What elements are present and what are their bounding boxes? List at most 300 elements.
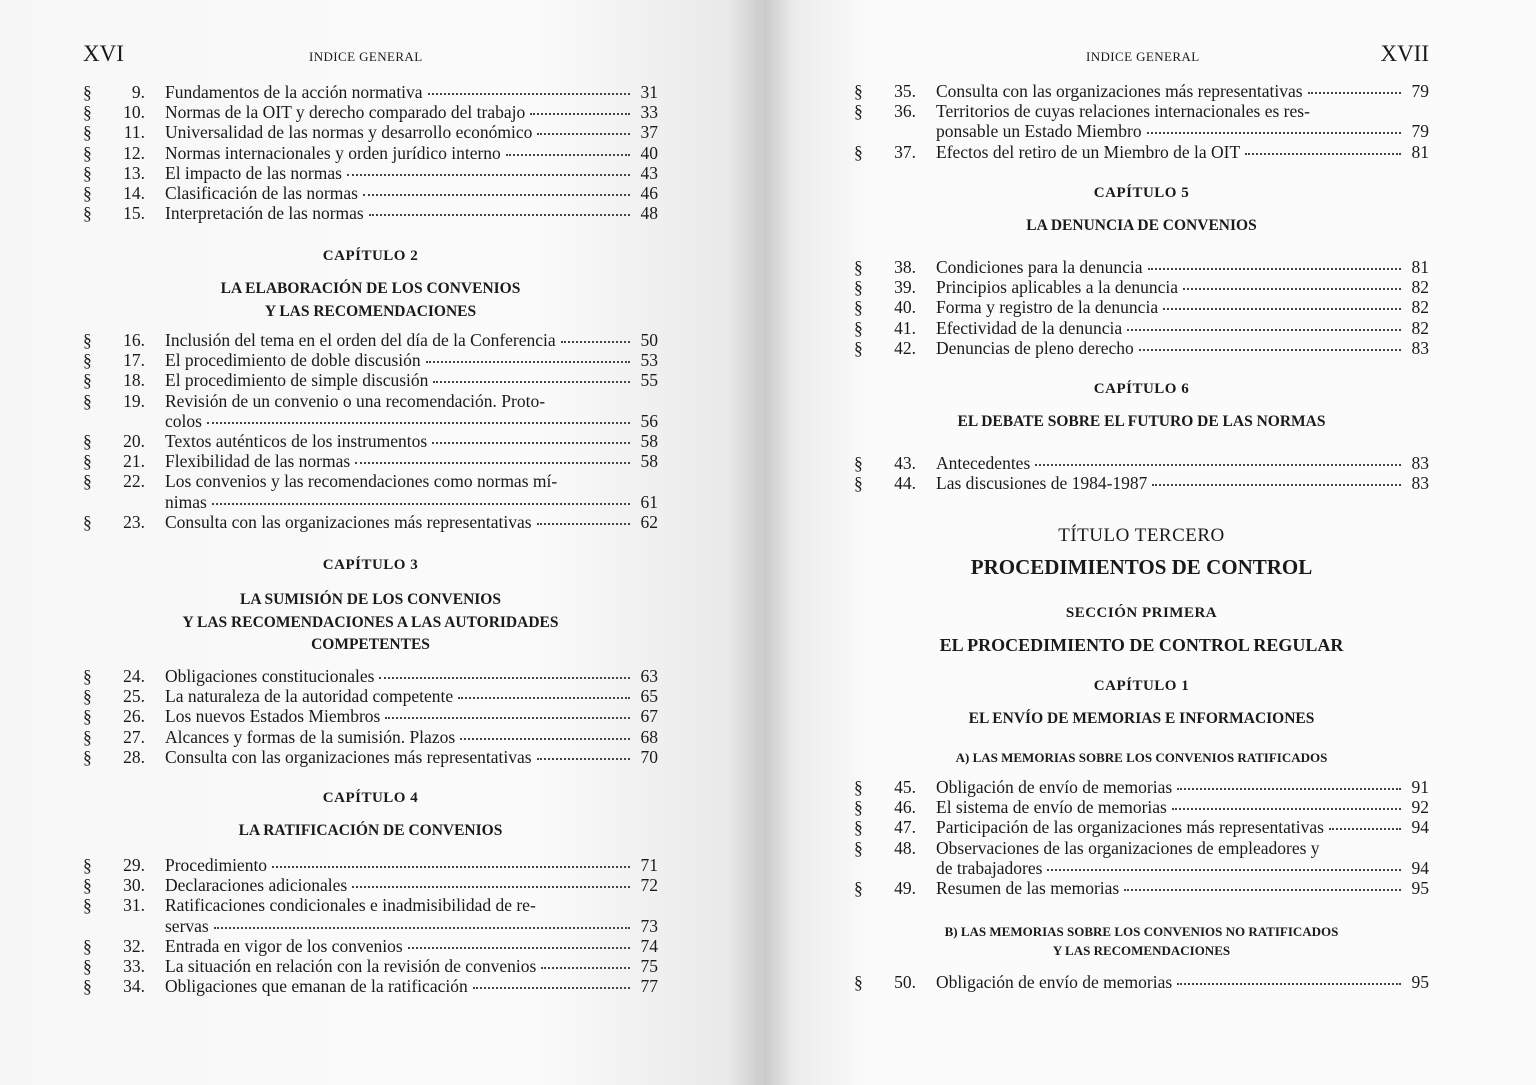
entry-title — [936, 858, 1405, 878]
page-reference: 33 — [640, 102, 658, 123]
page-reference: 53 — [640, 350, 658, 371]
page-reference: 94 — [1411, 817, 1429, 838]
left-page-header — [83, 41, 658, 69]
toc-list — [854, 453, 1429, 493]
toc-entry-line — [83, 956, 658, 976]
toc-entry-line — [854, 277, 1429, 297]
entry-title — [165, 411, 634, 431]
section-number: 9. — [131, 82, 145, 102]
section-symbol: § — [854, 101, 863, 122]
section-symbol: § — [83, 511, 92, 532]
entry-title — [936, 338, 1405, 358]
section-number: 44. — [894, 473, 916, 494]
section-symbol: § — [83, 976, 92, 997]
entry-title-text: Los convenios y las recomendaciones como normas mí- — [165, 471, 558, 492]
entry-title-text: Observaciones de las organizaciones de empleadores y — [936, 837, 1320, 858]
dot-leader — [355, 462, 630, 464]
toc-entry-line — [83, 102, 658, 122]
entry-title-text: Forma y registro de la denuncia — [936, 297, 1159, 318]
section-symbol: § — [83, 330, 92, 350]
entry-title-text: Flexibilidad de las normas — [165, 451, 351, 472]
entry-title-text: Interpretación de las normas — [165, 203, 364, 224]
toc-entry-line — [854, 858, 1429, 878]
section-number: 21. — [123, 451, 145, 472]
section-number: 39. — [894, 277, 916, 298]
dot-leader — [1308, 92, 1401, 94]
entry-title — [936, 473, 1405, 493]
dot-leader — [541, 967, 630, 969]
toc-entry-line — [854, 878, 1429, 898]
entry-title-text: Normas internacionales y orden jurídico interno — [165, 142, 501, 163]
entry-title — [165, 956, 634, 976]
section-number: 19. — [123, 390, 145, 411]
section-title-line: EL PROCEDIMIENTO DE CONTROL REGULAR — [939, 635, 1344, 655]
entry-title-text: Consulta con las organizaciones más representativas — [165, 511, 532, 532]
dot-leader — [1152, 484, 1401, 486]
dot-leader — [530, 113, 630, 115]
page-reference: 79 — [1411, 121, 1429, 142]
toc-entry-line — [854, 297, 1429, 317]
toc-entry-line — [83, 875, 658, 895]
part-label: TÍTULO TERCERO — [1058, 525, 1225, 546]
section-number: 35. — [894, 81, 916, 101]
section-symbol: § — [83, 350, 92, 371]
section-symbol: § — [854, 837, 863, 858]
page-reference: 31 — [640, 82, 658, 102]
page-reference: 61 — [640, 491, 658, 512]
dot-leader — [1172, 808, 1401, 810]
section-symbol: § — [83, 471, 92, 492]
chapter-title-line: Y LAS RECOMENDACIONES A LAS AUTORIDADES — [182, 613, 559, 631]
dot-leader — [1177, 983, 1401, 985]
chapter-title — [854, 708, 1429, 731]
entry-title — [165, 350, 634, 370]
entry-title-text: Revisión de un convenio o una recomendación. Proto- — [165, 390, 546, 411]
page-reference: 83 — [1411, 337, 1429, 358]
section-number: 22. — [123, 471, 145, 492]
entry-title-text: Fundamentos de la acción normativa — [165, 82, 423, 102]
entry-title — [165, 747, 634, 767]
page-reference: 62 — [640, 511, 658, 532]
page-reference: 83 — [1411, 453, 1429, 473]
toc-entry-line — [854, 817, 1429, 837]
entry-title — [936, 257, 1405, 277]
toc-entry-line — [83, 747, 658, 767]
section-symbol: § — [854, 297, 863, 318]
entry-title-text: Inclusión del tema en el orden del día de la Conferencia — [165, 330, 556, 350]
section-symbol: § — [854, 257, 863, 277]
section-number: 38. — [894, 257, 916, 277]
entry-title-text: Ratificaciones condicionales e inadmisibilidad de re- — [165, 895, 536, 916]
toc-entry-line — [854, 142, 1429, 162]
section-symbol: § — [854, 337, 863, 358]
section-symbol: § — [854, 878, 863, 899]
dot-leader — [408, 947, 630, 949]
entry-title-text: Los nuevos Estados Miembros — [165, 706, 381, 727]
page-reference: 58 — [640, 451, 658, 472]
entry-title — [165, 706, 634, 726]
entry-title — [165, 895, 634, 915]
page-reference: 71 — [640, 855, 658, 875]
section-symbol: § — [83, 935, 92, 956]
section-number: 12. — [123, 142, 145, 163]
chapter-title — [83, 278, 658, 323]
entry-title — [936, 142, 1405, 162]
section-symbol: § — [854, 141, 863, 162]
chapter-title-line: EL ENVÍO DE MEMORIAS E INFORMACIONES — [968, 710, 1315, 727]
entry-title — [936, 101, 1405, 121]
toc-entry-line — [83, 512, 658, 532]
entry-title-text: Obligaciones constitucionales — [165, 666, 375, 686]
section-number: 47. — [894, 817, 916, 838]
entry-title-text: ponsable un Estado Miembro — [936, 121, 1142, 142]
dot-leader — [1148, 268, 1401, 270]
chapter-title — [854, 411, 1429, 434]
page-reference: 75 — [640, 956, 658, 977]
dot-leader — [1245, 153, 1401, 155]
dot-leader — [1163, 308, 1401, 310]
section-number: 50. — [894, 972, 916, 992]
page-reference: 82 — [1411, 297, 1429, 318]
entry-title — [936, 878, 1405, 898]
toc-list — [854, 81, 1429, 162]
entry-title-text: de trabajadores — [936, 857, 1043, 878]
entry-title-text: Textos auténticos de los instrumentos — [165, 431, 428, 452]
entry-title — [165, 936, 634, 956]
entry-title — [165, 330, 634, 350]
page-reference: 46 — [640, 183, 658, 204]
entry-title-text: Clasificación de las normas — [165, 183, 358, 204]
page-reference: 43 — [640, 162, 658, 183]
entry-title — [165, 203, 634, 223]
entry-title — [165, 370, 634, 390]
entry-title-text: El procedimiento de simple discusión — [165, 370, 429, 391]
toc-entry-line — [854, 777, 1429, 797]
toc-entry-line — [83, 330, 658, 350]
page-number: XVII — [1380, 41, 1429, 66]
section-number: 20. — [123, 431, 145, 452]
entry-title-text: Alcances y formas de la sumisión. Plazos — [165, 726, 456, 747]
toc-entry-line — [83, 143, 658, 163]
dot-leader — [214, 927, 630, 929]
section-number: 25. — [123, 686, 145, 707]
entry-title — [165, 686, 634, 706]
entry-title — [165, 82, 634, 102]
toc-entry-line — [83, 855, 658, 875]
chapter-label: CAPÍTULO 3 — [322, 557, 419, 573]
dot-leader — [212, 503, 630, 505]
entry-title — [165, 122, 634, 142]
chapter-title-line: LA RATIFICACIÓN DE CONVENIOS — [238, 822, 503, 839]
entry-title — [936, 453, 1405, 473]
subsection-title-line: A) LAS MEMORIAS SOBRE LOS CONVENIOS RATIFICADOS — [955, 750, 1328, 765]
chapter-title-line: COMPETENTES — [311, 636, 430, 653]
entry-title-text: El sistema de envío de memorias — [936, 797, 1167, 818]
dot-leader — [460, 738, 630, 740]
running-head: INDICE GENERAL — [1086, 49, 1200, 64]
entry-title — [936, 972, 1405, 992]
section-number: 17. — [123, 350, 145, 371]
section-symbol: § — [854, 972, 863, 992]
dot-leader — [352, 886, 630, 888]
dot-leader — [561, 341, 630, 343]
toc-entry-line — [854, 101, 1429, 121]
section-number: 30. — [123, 875, 145, 896]
chapter-title-line: LA DENUNCIA DE CONVENIOS — [1026, 217, 1257, 234]
page-reference: 77 — [640, 976, 658, 997]
dot-leader — [347, 174, 630, 176]
section-symbol: § — [83, 451, 92, 472]
dot-leader — [1177, 788, 1401, 790]
dot-leader — [1047, 869, 1401, 871]
section-symbol: § — [83, 855, 92, 875]
page-reference: 82 — [1411, 317, 1429, 338]
page-reference: 81 — [1411, 257, 1429, 277]
toc-entry-line — [83, 370, 658, 390]
toc-list — [854, 257, 1429, 358]
entry-title-text: Territorios de cuyas relaciones internacionales es res- — [936, 101, 1310, 122]
toc-entry-line — [83, 492, 658, 512]
chapter-title — [83, 820, 658, 843]
dot-leader — [1183, 288, 1401, 290]
toc-entry-line — [854, 338, 1429, 358]
entry-title — [936, 838, 1405, 858]
page-reference: 65 — [640, 686, 658, 707]
section-symbol: § — [854, 797, 863, 818]
page-reference: 56 — [640, 410, 658, 431]
toc-entry-line — [83, 122, 658, 142]
page-reference: 81 — [1411, 141, 1429, 162]
toc-list — [83, 855, 658, 996]
section-number: 45. — [894, 777, 916, 797]
section-number: 16. — [123, 330, 145, 350]
dot-leader — [1139, 349, 1401, 351]
entry-title — [165, 855, 634, 875]
section-symbol: § — [83, 203, 92, 224]
page-reference: 73 — [640, 915, 658, 936]
entry-title-text: El impacto de las normas — [165, 162, 342, 183]
subsection-title — [854, 922, 1429, 960]
page-reference: 92 — [1411, 797, 1429, 818]
dot-leader — [369, 214, 630, 216]
dot-leader — [537, 758, 630, 760]
dot-leader — [207, 422, 630, 424]
page-reference: 79 — [1411, 81, 1429, 101]
toc-entry-line — [83, 350, 658, 370]
running-head: INDICE GENERAL — [309, 49, 423, 64]
entry-title-text: La situación en relación con la revisión de convenios — [165, 956, 537, 977]
dot-leader — [379, 677, 630, 679]
entry-title — [165, 102, 634, 122]
section-number: 32. — [123, 935, 145, 956]
dot-leader — [385, 717, 630, 719]
section-symbol: § — [83, 122, 92, 143]
section-symbol: § — [854, 317, 863, 338]
section-number: 29. — [123, 855, 145, 875]
entry-title — [936, 817, 1405, 837]
toc-list — [854, 972, 1429, 992]
toc-list — [83, 330, 658, 532]
dot-leader — [363, 194, 630, 196]
section-symbol: § — [83, 956, 92, 977]
toc-entry-line — [83, 391, 658, 411]
dot-leader — [506, 154, 630, 156]
section-number: 49. — [894, 878, 916, 899]
section-number: 23. — [123, 511, 145, 532]
section-number: 28. — [123, 746, 145, 767]
dot-leader — [428, 93, 630, 95]
toc-entry-line — [83, 895, 658, 915]
section-number: 48. — [894, 837, 916, 858]
entry-title — [936, 297, 1405, 317]
section-symbol: § — [83, 875, 92, 896]
toc-entry-line — [854, 257, 1429, 277]
entry-title — [165, 976, 634, 996]
chapter-label: CAPÍTULO 6 — [1093, 381, 1190, 397]
section-symbol: § — [854, 473, 863, 494]
toc-entry-line — [83, 471, 658, 491]
toc-entry-line — [854, 121, 1429, 141]
chapter-title — [83, 589, 658, 657]
toc-entry-line — [83, 411, 658, 431]
page-reference: 58 — [640, 431, 658, 452]
dot-leader — [1124, 889, 1401, 891]
entry-title — [165, 666, 634, 686]
chapter-label: CAPÍTULO 1 — [1093, 678, 1190, 694]
entry-title-text: Principios aplicables a la denuncia — [936, 277, 1179, 298]
entry-title-text: La naturaleza de la autoridad competente — [165, 686, 454, 707]
section-symbol: § — [83, 686, 92, 707]
dot-leader — [426, 361, 630, 363]
page-reference: 63 — [640, 666, 658, 686]
section-symbol: § — [854, 777, 863, 797]
section-number: 34. — [123, 976, 145, 997]
entry-title — [936, 121, 1405, 141]
toc-entry-line — [83, 82, 658, 102]
entry-title — [165, 727, 634, 747]
chapter-title-line: LA SUMISIÓN DE LOS CONVENIOS — [240, 591, 501, 608]
entry-title-text: Denuncias de pleno derecho — [936, 337, 1134, 358]
entry-title-text: Entrada en vigor de los convenios — [165, 935, 403, 956]
dot-leader — [1127, 329, 1401, 331]
entry-title — [165, 512, 634, 532]
toc-entry-line — [83, 686, 658, 706]
page-reference: 91 — [1411, 777, 1429, 797]
entry-title-text: servas — [165, 915, 209, 936]
entry-title-text: nimas — [165, 491, 207, 512]
toc-list — [854, 777, 1429, 898]
page-reference: 68 — [640, 726, 658, 747]
entry-title-text: Las discusiones de 1984-1987 — [936, 473, 1148, 494]
toc-entry-line — [83, 666, 658, 686]
page-reference: 55 — [640, 370, 658, 391]
section-symbol: § — [854, 453, 863, 473]
section-symbol: § — [83, 183, 92, 204]
page-reference: 48 — [640, 203, 658, 224]
toc-entry-line — [854, 453, 1429, 473]
section-number: 11. — [123, 122, 145, 143]
entry-title — [936, 277, 1405, 297]
section-symbol: § — [83, 142, 92, 163]
entry-title-text: Antecedentes — [936, 453, 1031, 473]
entry-title — [165, 431, 634, 451]
entry-title — [165, 916, 634, 936]
entry-title-text: Obligación de envío de memorias — [936, 972, 1173, 992]
section-symbol: § — [83, 666, 92, 686]
chapter-title-line: EL DEBATE SOBRE EL FUTURO DE LAS NORMAS — [957, 413, 1326, 430]
right-page-header — [854, 41, 1429, 69]
dot-leader — [432, 442, 630, 444]
page-reference: 82 — [1411, 277, 1429, 298]
section-number: 10. — [123, 102, 145, 123]
section-title — [854, 634, 1429, 657]
chapter-title-line: LA ELABORACIÓN DE LOS CONVENIOS — [220, 280, 521, 297]
toc-entry-line — [854, 838, 1429, 858]
section-number: 46. — [894, 797, 916, 818]
entry-title-text: Participación de las organizaciones más representativas — [936, 817, 1324, 838]
toc-entry-line — [83, 183, 658, 203]
section-symbol: § — [83, 82, 92, 102]
chapter-label: CAPÍTULO 5 — [1093, 185, 1190, 201]
section-number: 24. — [123, 666, 145, 686]
toc-entry-line — [83, 976, 658, 996]
section-symbol: § — [854, 277, 863, 298]
chapter-title — [854, 215, 1429, 238]
subsection-title-line: B) LAS MEMORIAS SOBRE LOS CONVENIOS NO RATIFICADOS — [944, 924, 1339, 939]
entry-title-text: Normas de la OIT y derecho comparado del trabajo — [165, 102, 526, 123]
section-label: SECCIÓN PRIMERA — [1065, 605, 1218, 621]
page-reference: 83 — [1411, 473, 1429, 494]
section-symbol: § — [83, 431, 92, 452]
dot-leader — [473, 987, 630, 989]
entry-title — [936, 81, 1405, 101]
entry-title — [165, 471, 634, 491]
dot-leader — [1035, 464, 1401, 466]
entry-title — [936, 797, 1405, 817]
section-number: 18. — [123, 370, 145, 391]
toc-entry-line — [83, 431, 658, 451]
entry-title — [165, 391, 634, 411]
section-number: 40. — [894, 297, 916, 318]
section-number: 37. — [894, 141, 916, 162]
section-number: 14. — [123, 183, 145, 204]
section-symbol: § — [83, 706, 92, 727]
entry-title-text: Efectos del retiro de un Miembro de la OIT — [936, 141, 1241, 162]
entry-title-text: Obligaciones que emanan de la ratificación — [165, 976, 468, 997]
section-symbol: § — [854, 81, 863, 101]
subsection-title — [854, 748, 1429, 767]
toc-list — [83, 666, 658, 767]
entry-title-text: Consulta con las organizaciones más representativas — [165, 746, 532, 767]
entry-title — [165, 163, 634, 183]
page-reference: 67 — [640, 706, 658, 727]
chapter-label: CAPÍTULO 2 — [322, 248, 419, 264]
toc-entry-line — [83, 706, 658, 726]
page-reference: 70 — [640, 746, 658, 767]
right-page — [764, 0, 1536, 1085]
part-title: PROCEDIMIENTOS DE CONTROL — [970, 555, 1313, 579]
section-symbol: § — [83, 895, 92, 916]
dot-leader — [1147, 132, 1401, 134]
dot-leader — [537, 523, 630, 525]
dot-leader — [1329, 828, 1401, 830]
section-number: 15. — [123, 203, 145, 224]
section-symbol: § — [83, 746, 92, 767]
section-symbol: § — [83, 726, 92, 747]
entry-title-text: Condiciones para la denuncia — [936, 257, 1143, 277]
section-number: 27. — [123, 726, 145, 747]
entry-title — [165, 875, 634, 895]
